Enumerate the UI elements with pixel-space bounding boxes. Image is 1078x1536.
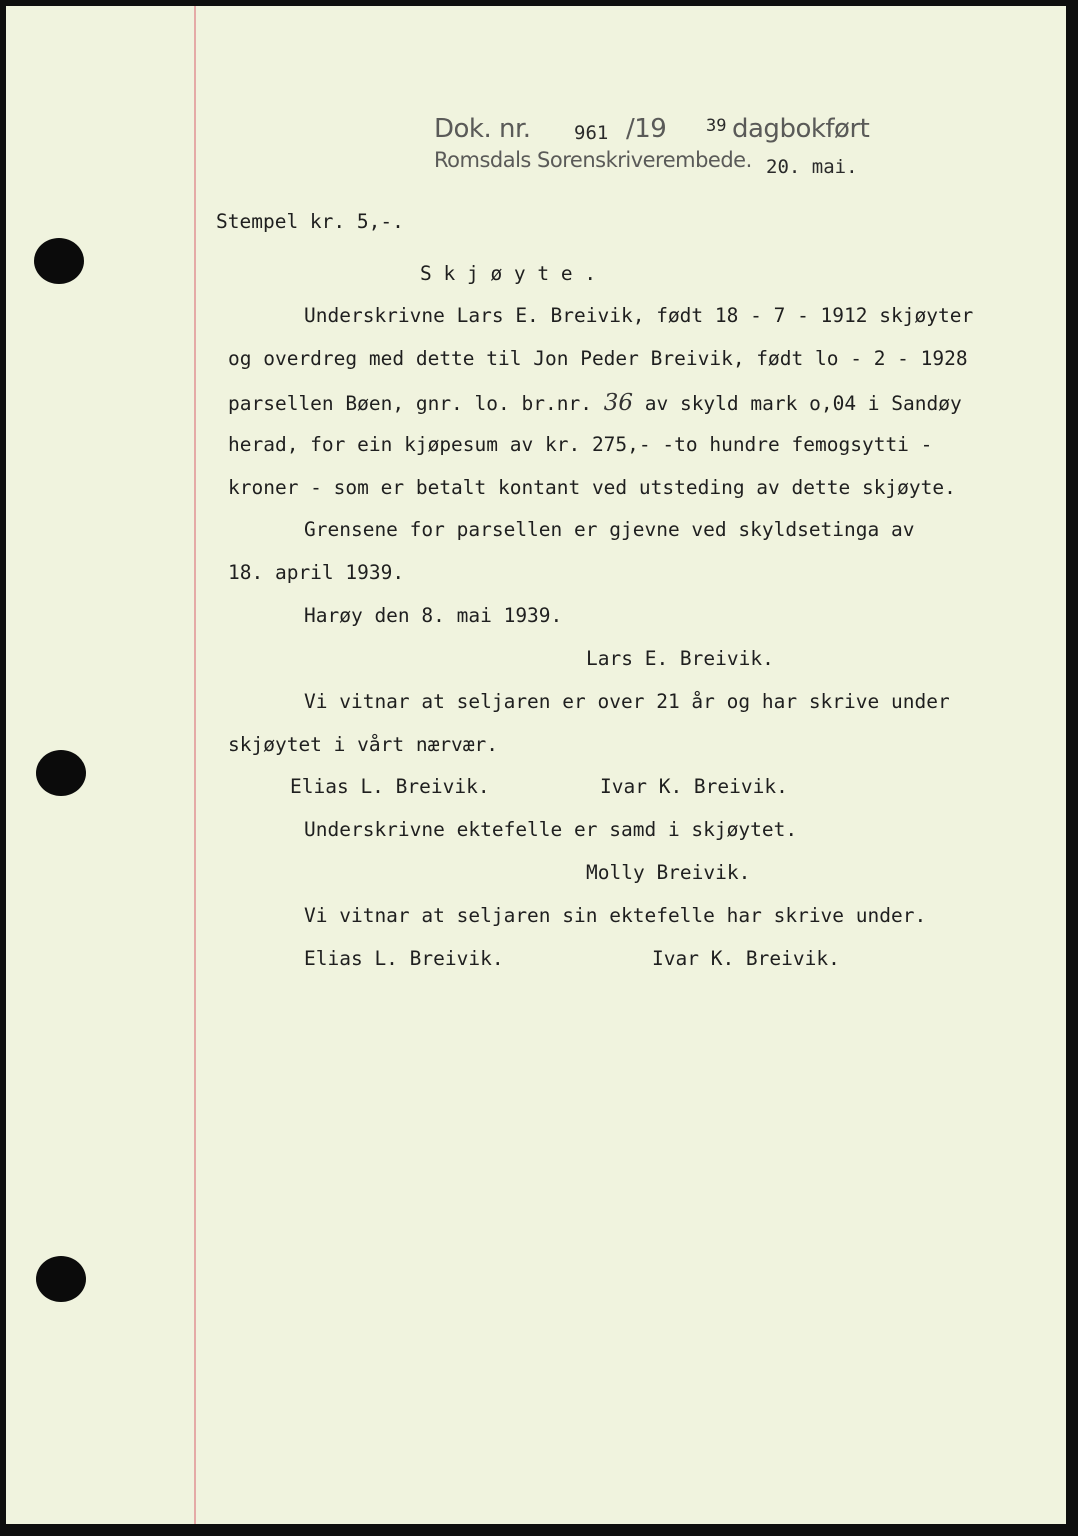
punch-hole-top [34,238,84,284]
punch-hole-middle [36,750,86,796]
document-page [6,6,1066,1524]
stamp-dagbokfort: dagbokført [732,114,870,144]
body-line-segment: av skyld mark o,04 i Sandøy [644,392,962,415]
witness-signature: Ivar K. Breivik. [600,775,788,798]
body-line: herad, for ein kjøpesum av kr. 275,- -to hundre femogsytti - [228,433,933,456]
place-date-line: Harøy den 8. mai 1939. [304,604,563,627]
stamp-date: 20. mai. [766,156,858,178]
margin-rule [194,6,196,1524]
stamp-dok-number: 961 [574,122,609,144]
stamp-year-suffix: 39 [706,116,727,136]
body-line: Grensene for parsellen er gjevne ved skyldsetinga av [304,518,915,541]
stamp-duty-line: Stempel kr. 5,-. [216,210,404,233]
stamp-office: Romsdals Sorenskriverembede. [434,148,752,172]
handwritten-br-nr: 36 [603,390,633,416]
body-line: skjøytet i vårt nærvær. [228,733,499,756]
body-line: kroner - som er betalt kontant ved utsteding av dette skjøyte. [228,476,956,499]
body-line: Vi vitnar at seljaren sin ektefelle har skrive under. [304,904,927,927]
seller-signature: Lars E. Breivik. [586,647,774,670]
body-line-segment: parsellen Bøen, gnr. lo. br.nr. [228,392,592,415]
witness-signature: Elias L. Breivik. [304,947,504,970]
stamp-dok-label: Dok. nr. [434,114,531,144]
document-title: S k j ø y t e . [420,262,597,285]
witness-signature: Elias L. Breivik. [290,775,490,798]
body-line: og overdreg med dette til Jon Peder Breivik, født lo - 2 - 1928 [228,347,968,370]
body-line [228,390,962,416]
body-line: Underskrivne Lars E. Breivik, født 18 - 7 - 1912 skjøyter [304,304,974,327]
body-line: Vi vitnar at seljaren er over 21 år og har skrive under [304,690,950,713]
body-line: 18. april 1939. [228,561,405,584]
spouse-signature: Molly Breivik. [586,861,751,884]
stamp-slash-19: /19 [626,114,667,144]
punch-hole-bottom [36,1256,86,1302]
witness-signature: Ivar K. Breivik. [652,947,840,970]
body-line: Underskrivne ektefelle er samd i skjøytet. [304,818,798,841]
